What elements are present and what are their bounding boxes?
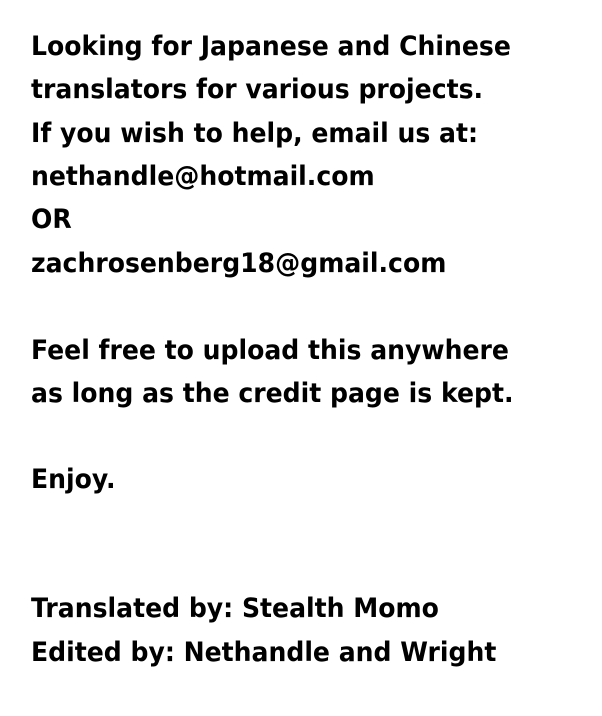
contact-email-gmail: zachrosenberg18@gmail.com xyxy=(31,248,447,279)
upload-notice-line-1: Feel free to upload this anywhere xyxy=(31,335,509,366)
upload-notice-line-2: as long as the credit page is kept. xyxy=(31,378,514,409)
recruit-line-3: If you wish to help, email us at: xyxy=(31,118,479,149)
or-separator: OR xyxy=(31,204,72,235)
recruit-line-1: Looking for Japanese and Chinese xyxy=(31,31,511,62)
recruit-line-2: translators for various projects. xyxy=(31,74,484,105)
editor-credit: Edited by: Nethandle and Wright xyxy=(31,637,497,668)
translator-credit: Translated by: Stealth Momo xyxy=(31,593,439,624)
contact-email-hotmail: nethandle@hotmail.com xyxy=(31,161,375,192)
closing-text: Enjoy. xyxy=(31,464,116,495)
